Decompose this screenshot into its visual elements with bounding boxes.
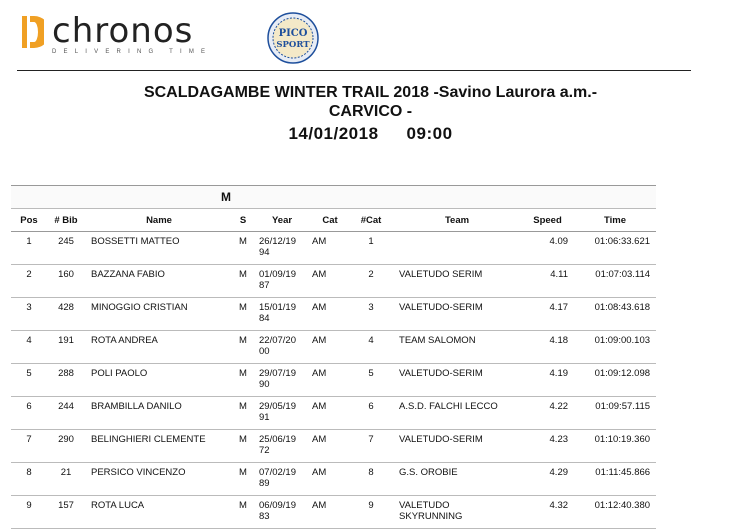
cell-year-line1: 22/07/20 xyxy=(259,335,296,346)
cell-year-line1: 15/01/19 xyxy=(259,302,296,313)
cell-speed: 4.11 xyxy=(521,265,574,298)
cell-pos: 5 xyxy=(11,364,47,397)
cell-cat: AM xyxy=(311,265,349,298)
cell-catpos: 3 xyxy=(349,298,393,331)
cell-year-line1: 06/09/19 xyxy=(259,500,296,511)
chronos-logo-mark-icon xyxy=(22,16,44,48)
cell-bib: 21 xyxy=(47,463,85,496)
col-team: Team xyxy=(393,209,521,232)
seal-top-text: PICO xyxy=(278,28,308,39)
cell-year xyxy=(253,496,311,529)
cell-time: 01:06:33.621 xyxy=(574,232,656,265)
race-date: 14/01/2018 xyxy=(288,124,379,143)
cell-catpos: 8 xyxy=(349,463,393,496)
cell-cat: AM xyxy=(311,430,349,463)
cell-team-line1: VALETUDO-SERIM xyxy=(399,434,483,445)
results-table xyxy=(11,185,656,529)
col-speed: Speed xyxy=(521,209,574,232)
cell-pos: 6 xyxy=(11,397,47,430)
col-name: Name xyxy=(85,209,233,232)
cell-team-line1: TEAM SALOMON xyxy=(399,335,476,346)
cell-pos: 3 xyxy=(11,298,47,331)
cell-team-line2: SKYRUNNING xyxy=(399,511,463,522)
cell-year-line2: 84 xyxy=(259,313,270,324)
cell-s: M xyxy=(233,430,253,463)
cell-cat: AM xyxy=(311,232,349,265)
table-row xyxy=(11,232,656,265)
cell-s: M xyxy=(233,232,253,265)
logo-tagline: DELIVERING TIME xyxy=(52,49,213,55)
cell-team-line1: VALETUDO xyxy=(399,500,450,511)
pico-sport-seal xyxy=(267,12,319,64)
cell-team-line1: G.S. OROBIE xyxy=(399,467,458,478)
cell-year-line1: 25/06/19 xyxy=(259,434,296,445)
cell-name: BOSSETTI MATTEO xyxy=(85,232,233,265)
header-row xyxy=(11,209,656,232)
cell-year-line2: 00 xyxy=(259,346,270,357)
cell-year-line2: 87 xyxy=(259,280,270,291)
cell-bib: 157 xyxy=(47,496,85,529)
cell-team xyxy=(393,496,521,529)
logo-name: chronos xyxy=(52,11,194,51)
cell-catpos: 6 xyxy=(349,397,393,430)
cell-pos: 8 xyxy=(11,463,47,496)
cell-year-line2: 89 xyxy=(259,478,270,489)
cell-name: BRAMBILLA DANILO xyxy=(85,397,233,430)
cell-speed: 4.09 xyxy=(521,232,574,265)
cell-name: POLI PAOLO xyxy=(85,364,233,397)
col-cat: Cat xyxy=(311,209,349,232)
table-row xyxy=(11,430,656,463)
table-row xyxy=(11,298,656,331)
cell-year-line1: 29/05/19 xyxy=(259,401,296,412)
cell-catpos: 7 xyxy=(349,430,393,463)
table-row xyxy=(11,496,656,529)
seal-bottom-text: SPORT xyxy=(276,40,310,50)
cell-catpos: 2 xyxy=(349,265,393,298)
cell-name: BAZZANA FABIO xyxy=(85,265,233,298)
table-row xyxy=(11,463,656,496)
cell-bib: 245 xyxy=(47,232,85,265)
cell-name: PERSICO VINCENZO xyxy=(85,463,233,496)
cell-year-line2: 90 xyxy=(259,379,270,390)
cell-year-line2: 72 xyxy=(259,445,270,456)
col-time: Time xyxy=(574,209,656,232)
cell-s: M xyxy=(233,265,253,298)
col-pos: Pos xyxy=(11,209,47,232)
cell-pos: 2 xyxy=(11,265,47,298)
cell-team-line1: VALETUDO-SERIM xyxy=(399,302,483,313)
cell-bib: 191 xyxy=(47,331,85,364)
table-row xyxy=(11,364,656,397)
table-row xyxy=(11,397,656,430)
cell-bib: 288 xyxy=(47,364,85,397)
cell-catpos: 4 xyxy=(349,331,393,364)
cell-year xyxy=(253,364,311,397)
cell-catpos: 1 xyxy=(349,232,393,265)
cell-team xyxy=(393,430,521,463)
cell-team xyxy=(393,298,521,331)
cell-year-line2: 83 xyxy=(259,511,270,522)
cell-team xyxy=(393,463,521,496)
cell-speed: 4.23 xyxy=(521,430,574,463)
cell-speed: 4.29 xyxy=(521,463,574,496)
cell-year xyxy=(253,265,311,298)
col-year: Year xyxy=(253,209,311,232)
category-label: M xyxy=(221,190,232,204)
cell-year xyxy=(253,463,311,496)
table-row xyxy=(11,265,656,298)
cell-s: M xyxy=(233,298,253,331)
race-title-line1: SCALDAGAMBE WINTER TRAIL 2018 -Savino Laurora a.m.- xyxy=(143,84,598,101)
cell-year-line1: 29/07/19 xyxy=(259,368,296,379)
cell-bib: 160 xyxy=(47,265,85,298)
cell-cat: AM xyxy=(311,298,349,331)
cell-speed: 4.32 xyxy=(521,496,574,529)
cell-bib: 244 xyxy=(47,397,85,430)
cell-team-line1: A.S.D. FALCHI LECCO xyxy=(399,401,498,412)
col-sex: S xyxy=(233,209,253,232)
cell-pos: 9 xyxy=(11,496,47,529)
cell-s: M xyxy=(233,496,253,529)
race-datetime xyxy=(0,124,741,144)
cell-s: M xyxy=(233,364,253,397)
cell-year xyxy=(253,397,311,430)
cell-bib: 290 xyxy=(47,430,85,463)
cell-time: 01:09:12.098 xyxy=(574,364,656,397)
cell-s: M xyxy=(233,331,253,364)
cell-team-line1: VALETUDO-SERIM xyxy=(399,368,483,379)
cell-cat: AM xyxy=(311,496,349,529)
cell-year-line2: 91 xyxy=(259,412,270,423)
cell-year xyxy=(253,331,311,364)
cell-cat: AM xyxy=(311,364,349,397)
cell-year xyxy=(253,232,311,265)
cell-time: 01:09:00.103 xyxy=(574,331,656,364)
cell-team xyxy=(393,397,521,430)
cell-catpos: 5 xyxy=(349,364,393,397)
col-catpos: #Cat xyxy=(349,209,393,232)
cell-pos: 4 xyxy=(11,331,47,364)
cell-catpos: 9 xyxy=(349,496,393,529)
cell-time: 01:11:45.866 xyxy=(574,463,656,496)
cell-time: 01:10:19.360 xyxy=(574,430,656,463)
race-title-line2: CARVICO - xyxy=(328,103,413,120)
chronos-logo xyxy=(22,11,213,55)
cell-year-line1: 07/02/19 xyxy=(259,467,296,478)
table-row xyxy=(11,331,656,364)
race-time: 09:00 xyxy=(406,124,453,143)
cell-name: ROTA LUCA xyxy=(85,496,233,529)
cell-cat: AM xyxy=(311,331,349,364)
cell-time: 01:09:57.115 xyxy=(574,397,656,430)
cell-team xyxy=(393,364,521,397)
cell-time: 01:07:03.114 xyxy=(574,265,656,298)
cell-cat: AM xyxy=(311,397,349,430)
cell-speed: 4.18 xyxy=(521,331,574,364)
cell-name: ROTA ANDREA xyxy=(85,331,233,364)
cell-cat: AM xyxy=(311,463,349,496)
col-bib: # Bib xyxy=(47,209,85,232)
cell-team xyxy=(393,232,521,265)
header-divider xyxy=(17,70,691,71)
cell-year xyxy=(253,298,311,331)
cell-name: BELINGHIERI CLEMENTE xyxy=(85,430,233,463)
cell-name: MINOGGIO CRISTIAN xyxy=(85,298,233,331)
cell-s: M xyxy=(233,397,253,430)
cell-speed: 4.19 xyxy=(521,364,574,397)
cell-year-line1: 26/12/19 xyxy=(259,236,296,247)
cell-pos: 1 xyxy=(11,232,47,265)
cell-time: 01:08:43.618 xyxy=(574,298,656,331)
cell-speed: 4.17 xyxy=(521,298,574,331)
cell-s: M xyxy=(233,463,253,496)
cell-speed: 4.22 xyxy=(521,397,574,430)
cell-team xyxy=(393,265,521,298)
cell-pos: 7 xyxy=(11,430,47,463)
cell-year-line1: 01/09/19 xyxy=(259,269,296,280)
cell-team-line1: VALETUDO SERIM xyxy=(399,269,483,280)
cell-year xyxy=(253,430,311,463)
cell-time: 01:12:40.380 xyxy=(574,496,656,529)
cell-bib: 428 xyxy=(47,298,85,331)
cell-year-line2: 94 xyxy=(259,247,270,258)
cell-team xyxy=(393,331,521,364)
